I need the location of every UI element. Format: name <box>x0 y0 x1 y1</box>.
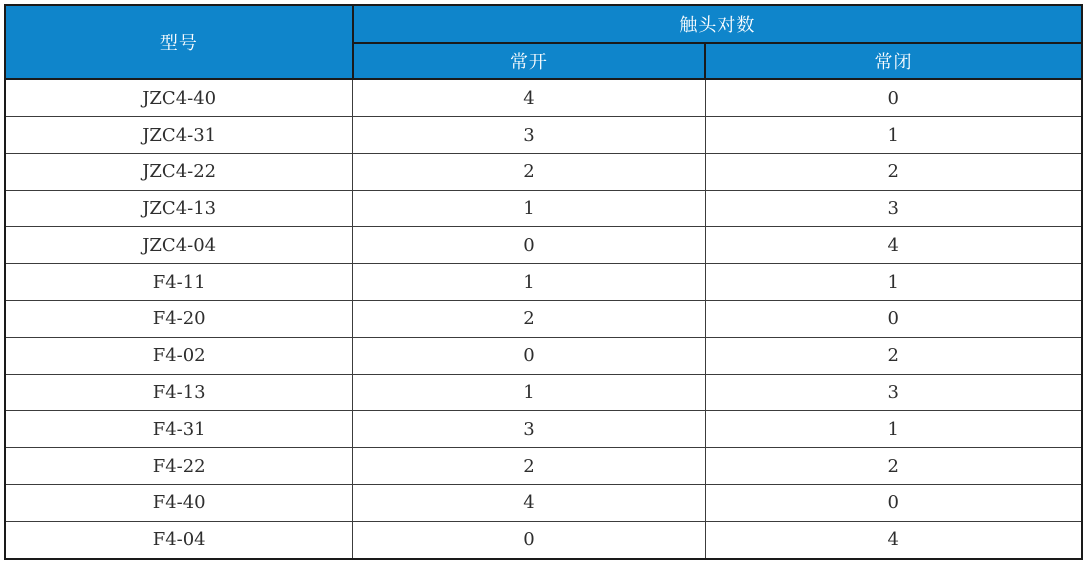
table-row <box>5 190 1082 227</box>
table-row <box>5 484 1082 521</box>
table-row <box>5 337 1082 374</box>
contact-pairs-table <box>4 4 1083 560</box>
normally-open-cell: 0 <box>353 337 705 374</box>
normally-closed-cell: 1 <box>705 264 1082 301</box>
model-cell: F4-11 <box>5 264 353 301</box>
normally-open-cell: 0 <box>353 227 705 264</box>
model-cell: JZC4-13 <box>5 190 353 227</box>
normally-open-cell: 2 <box>353 448 705 485</box>
table-header <box>5 5 1082 79</box>
normally-closed-cell: 3 <box>705 190 1082 227</box>
normally-open-cell: 2 <box>353 301 705 338</box>
model-cell: F4-22 <box>5 448 353 485</box>
normally-closed-cell: 4 <box>705 521 1082 559</box>
header-row-group <box>5 5 1082 43</box>
model-column-header: 型号 <box>5 5 353 79</box>
table-row <box>5 264 1082 301</box>
normally-open-cell: 1 <box>353 190 705 227</box>
table-row <box>5 374 1082 411</box>
normally-open-cell: 1 <box>353 374 705 411</box>
normally-closed-cell: 2 <box>705 153 1082 190</box>
table-row <box>5 411 1082 448</box>
model-cell: JZC4-04 <box>5 227 353 264</box>
contact-pairs-table-container <box>4 4 1083 560</box>
normally-closed-cell: 3 <box>705 374 1082 411</box>
normally-open-cell: 0 <box>353 521 705 559</box>
normally-closed-cell: 2 <box>705 337 1082 374</box>
normally-open-cell: 2 <box>353 153 705 190</box>
table-row <box>5 79 1082 117</box>
normally-closed-cell: 2 <box>705 448 1082 485</box>
model-cell: JZC4-40 <box>5 79 353 117</box>
model-cell: JZC4-31 <box>5 117 353 154</box>
table-row <box>5 301 1082 338</box>
table-row <box>5 227 1082 264</box>
table-row <box>5 117 1082 154</box>
normally-closed-cell: 4 <box>705 227 1082 264</box>
model-cell: F4-04 <box>5 521 353 559</box>
normally-open-cell: 4 <box>353 79 705 117</box>
normally-open-cell: 3 <box>353 117 705 154</box>
normally-closed-cell: 1 <box>705 117 1082 154</box>
normally-open-cell: 3 <box>353 411 705 448</box>
normally-closed-cell: 0 <box>705 301 1082 338</box>
normally-closed-header: 常闭 <box>705 43 1082 79</box>
table-row <box>5 448 1082 485</box>
model-cell: F4-13 <box>5 374 353 411</box>
normally-closed-cell: 1 <box>705 411 1082 448</box>
normally-closed-cell: 0 <box>705 79 1082 117</box>
normally-open-cell: 1 <box>353 264 705 301</box>
model-cell: F4-40 <box>5 484 353 521</box>
model-cell: F4-31 <box>5 411 353 448</box>
normally-open-header: 常开 <box>353 43 705 79</box>
table-row <box>5 153 1082 190</box>
contact-pairs-group-header: 触头对数 <box>353 5 1082 43</box>
table-row <box>5 521 1082 559</box>
model-cell: JZC4-22 <box>5 153 353 190</box>
normally-open-cell: 4 <box>353 484 705 521</box>
model-cell: F4-20 <box>5 301 353 338</box>
table-body <box>5 79 1082 559</box>
model-cell: F4-02 <box>5 337 353 374</box>
normally-closed-cell: 0 <box>705 484 1082 521</box>
